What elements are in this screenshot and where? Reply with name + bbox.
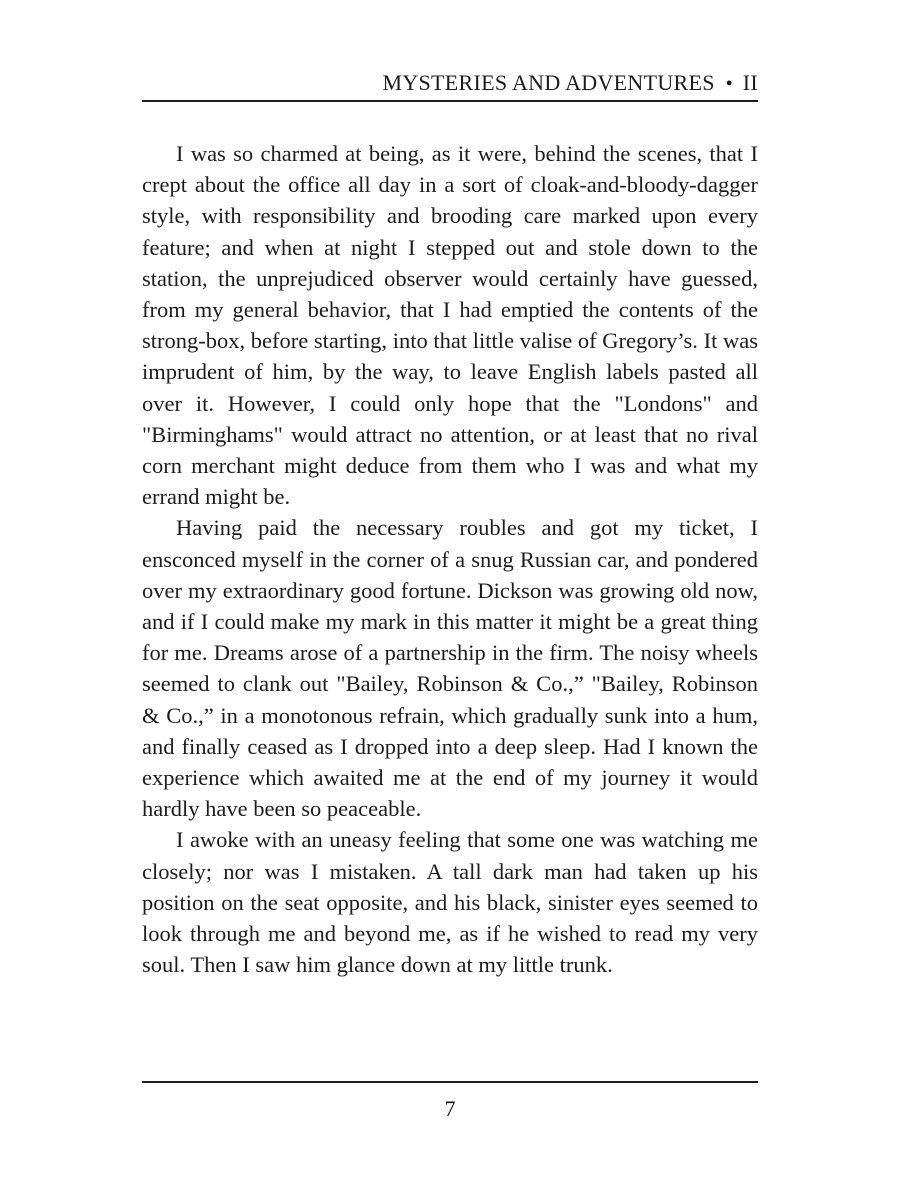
bullet-separator: • <box>725 73 733 95</box>
footer-rule <box>142 1081 758 1083</box>
header-rule <box>142 100 758 102</box>
paragraph: I awoke with an uneasy feeling that some one was watching me closely; nor was I mistaken. A tall dark man had taken up his position on the seat opposite, and his black, sinister eyes seemed to look through me and beyond me, as if he wished to read my very soul. Then I saw him glance down at my little trunk. <box>142 827 758 978</box>
paragraph: Having paid the necessary roubles and got my ticket, I ensconced myself in the corner of a snug Russian car, and pondered over my extraordinary good fortune. Dickson was growing old now, and if I could make my mark in this matter it might be a great thing for me. Dreams arose of a partnership in the firm. The noisy wheels seemed to clank out "Bailey, Robinson & Co.,” "Bailey, Robinson & Co.,” in a monotonous refrain, which gradually sunk into a hum, and finally ceased as I dropped into a deep sleep. Had I known the experience which awaited me at the end of my journey it would hardly have been so peaceable. <box>142 515 758 822</box>
volume-number: II <box>742 70 758 95</box>
paragraph: I was so charmed at being, as it were, behind the scenes, that I crept about the office all day in a sort of cloak-and-bloody-dagger style, with responsibility and brooding care marked upon every feature; and when at night I stepped out and stole down to the station, the unprejudiced observer would certainly have guessed, from my general behavior, that I had emptied the contents of the strong-box, before starting, into that little valise of Gregory’s. It was imprudent of him, by the way, to leave English labels pasted all over it. However, I could only hope that the "Londons" and "Birminghams" would attract no attention, or at least that no rival corn merchant might deduce from them who I was and what my errand might be. <box>142 141 758 510</box>
book-title: MYSTERIES AND ADVENTURES <box>382 70 715 95</box>
body-text <box>142 138 758 980</box>
page-number: 7 <box>444 1096 456 1121</box>
running-header <box>142 68 758 98</box>
